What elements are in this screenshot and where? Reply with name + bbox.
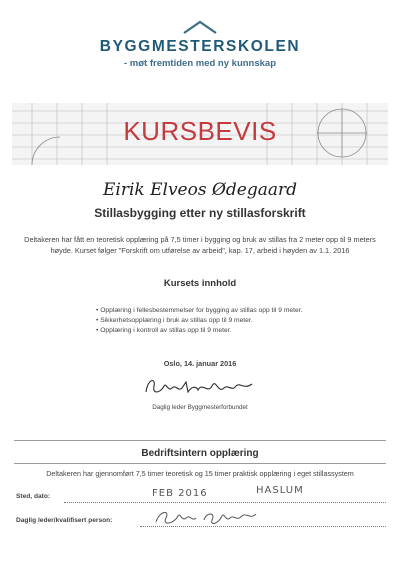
signer-label: Daglig leder/kvalifisert person:: [16, 517, 113, 524]
signer-role: Daglig leder Byggmesterforbundet: [152, 404, 248, 411]
section-divider: [14, 440, 386, 441]
course-title: Stillasbygging etter ny stillasforskrift: [94, 206, 306, 220]
place-date-label: Sted, dato:: [16, 493, 51, 500]
internal-training-text: Deltakeren har gjennomført 7,5 timer teoretisk og 15 timer praktisk opplæring i eget stillassystem: [46, 469, 354, 478]
handwritten-place: HASLUM: [256, 485, 304, 496]
organization-tagline: - møt fremtiden med ny kunnskap: [123, 58, 277, 69]
certificate-title: KURSBEVIS: [123, 116, 277, 146]
internal-training-heading: Bedriftsintern opplæring: [141, 448, 259, 459]
recipient-name: Eirik Elveos Ødegaard: [102, 180, 298, 200]
place-date-line: [64, 502, 386, 503]
list-item: • Sikkerhetsopplæring i bruk av stillas opp til 9 meter.: [96, 316, 302, 326]
content-list: [96, 306, 302, 336]
place-date: Oslo, 14. januar 2016: [163, 359, 237, 368]
signature-image: [140, 372, 260, 400]
list-item: • Opplæring i kontroll av stillas opp til 9 meter.: [96, 326, 302, 336]
content-heading: Kursets innhold: [163, 278, 237, 289]
section-divider: [14, 463, 386, 464]
signature-image: [152, 506, 262, 528]
organization-name: BYGGMESTERSKOLEN: [99, 38, 301, 55]
list-item: • Opplæring i fellesbestemmelser for bygging av stillas opp til 9 meter.: [96, 306, 302, 316]
handwritten-date: FEB 2016: [152, 488, 208, 499]
roof-chevron-icon: [182, 20, 218, 34]
course-description: Deltakeren har fått en teoretisk opplæring på 7,5 timer i bygging og bruk av stillas fra 2 meter opp til 9 meters høyde. Kurset følger "Forskrift om utførelse av arbeid", kap. 17, arbeid i høyden av 1.1. 2016: [24, 235, 376, 255]
